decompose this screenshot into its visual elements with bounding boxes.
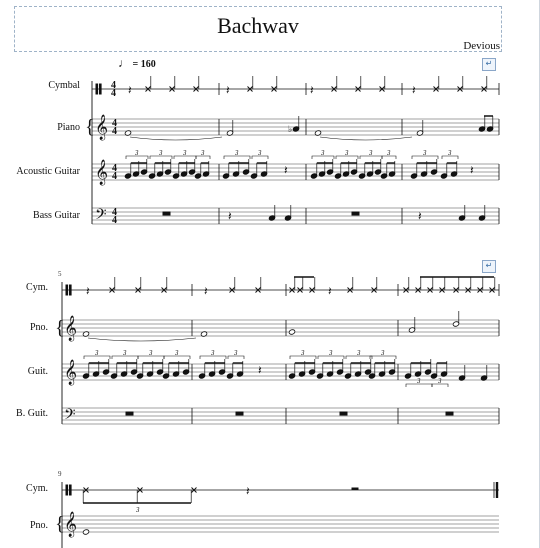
whole-rest	[340, 412, 347, 415]
tuplet-number: 3	[201, 149, 205, 157]
tuplet-number: 3	[234, 349, 238, 357]
instrument-name-cymbal[interactable]: Cymbal	[48, 80, 80, 91]
instrument-name-acoustic-guitar[interactable]: Acoustic Guitar	[16, 166, 80, 177]
percussion-clef-bar	[100, 84, 102, 94]
instrument-short-bass-guitar[interactable]: B. Guit.	[16, 408, 48, 419]
tuplet-number: 3	[95, 349, 99, 357]
tuplet-number: 3	[149, 349, 153, 357]
treble-clef-icon: 𝄞	[95, 114, 109, 139]
instrument-name-piano[interactable]: Piano	[57, 122, 80, 133]
time-signature-bottom: 4	[112, 126, 117, 137]
instrument-short-guitar[interactable]: Guit.	[27, 366, 48, 377]
tuplet-number: 3	[438, 377, 442, 385]
tuplet-number: 3	[345, 149, 349, 157]
time-signature-bottom: 4	[112, 215, 117, 226]
piano-brace-icon: {	[85, 116, 95, 138]
measure-number-5: 5	[58, 270, 62, 278]
percussion-clef-bar	[70, 485, 72, 495]
quarter-rest: 𝄽	[246, 484, 250, 498]
instrument-name-bass-guitar[interactable]: Bass Guitar	[33, 210, 80, 221]
tuplet-number: 3	[135, 149, 139, 157]
tuplet-number: 3	[369, 149, 373, 157]
treble-clef-icon: 𝄞	[95, 159, 109, 184]
tuplet-number: 3	[235, 149, 239, 157]
return-arrow-icon[interactable]: ↵	[482, 260, 496, 273]
quarter-rest: 𝄽	[204, 284, 208, 298]
tuplet-number: 3	[301, 349, 305, 357]
tuplet-number: 3	[211, 349, 215, 357]
percussion-clef-bar	[66, 485, 68, 495]
bass-clef-icon: 𝄢	[64, 406, 76, 426]
piano-brace-icon: {	[55, 513, 65, 535]
measure-number-9: 9	[58, 470, 62, 478]
piano-brace-icon: {	[55, 317, 65, 339]
quarter-rest: 𝄽	[284, 163, 288, 177]
whole-rest	[446, 412, 453, 415]
whole-rest	[126, 412, 133, 415]
tuplet-number: 3	[417, 377, 421, 385]
treble-clef-icon: 𝄞	[64, 511, 78, 536]
tuplet-number: 3	[258, 149, 262, 157]
tuplet-number: 3	[321, 149, 325, 157]
treble-clef-icon: 𝄞	[64, 315, 78, 340]
time-signature-top: 4	[112, 207, 117, 218]
whole-rest	[236, 412, 243, 415]
time-signature-bottom: 4	[111, 88, 116, 99]
whole-rest	[352, 212, 359, 215]
tuplet-number: 3	[357, 349, 361, 357]
score-title[interactable]: Bachwav	[217, 13, 299, 38]
percussion-clef-bar	[96, 84, 98, 94]
flat-icon: ♭	[288, 124, 293, 134]
whole-rest	[163, 212, 170, 215]
tuplet-number: 3	[381, 349, 385, 357]
tie	[88, 338, 196, 341]
time-signature-bottom: 4	[112, 171, 117, 182]
percussion-clef-bar	[70, 285, 72, 295]
quarter-rest: 𝄽	[226, 83, 230, 97]
tuplet-number: 3	[329, 349, 333, 357]
return-arrow-icon[interactable]: ↵	[482, 58, 496, 71]
half-rest	[352, 488, 358, 490]
tuplet-number: 3	[136, 506, 140, 514]
tie	[320, 137, 412, 140]
instrument-short-piano[interactable]: Pno.	[29, 322, 48, 333]
tuplet-number: 3	[183, 149, 187, 157]
time-signature-top: 4	[111, 80, 116, 91]
tuplet-number: 3	[159, 149, 163, 157]
time-signature-top: 4	[112, 118, 117, 129]
tie	[130, 137, 222, 140]
quarter-rest: 𝄽	[412, 83, 416, 97]
quarter-rest: 𝄽	[128, 83, 132, 97]
time-signature-top: 4	[112, 163, 117, 174]
quarter-rest: 𝄽	[418, 209, 422, 223]
bass-clef-icon: 𝄢	[95, 206, 107, 226]
tuplet-number: 3	[387, 149, 391, 157]
quarter-rest: 𝄽	[258, 363, 262, 377]
quarter-rest: 𝄽	[310, 83, 314, 97]
quarter-rest: 𝄽	[328, 284, 332, 298]
tuplet-number: 3	[423, 149, 427, 157]
percussion-clef-bar	[66, 285, 68, 295]
instrument-short-cymbal-3[interactable]: Cym.	[26, 483, 48, 494]
tuplet-number: 3	[175, 349, 179, 357]
quarter-rest: 𝄽	[228, 209, 232, 223]
treble-clef-icon: 𝄞	[64, 359, 78, 384]
instrument-short-cymbal[interactable]: Cym.	[26, 282, 48, 293]
composer-label[interactable]: Devious	[463, 40, 500, 52]
instrument-short-piano-3[interactable]: Pno.	[29, 520, 48, 531]
notehead	[82, 529, 89, 535]
quarter-note-icon: ♩	[118, 56, 130, 70]
tempo-value: = 160	[132, 59, 156, 70]
notehead	[288, 329, 295, 335]
quarter-rest: 𝄽	[470, 163, 474, 177]
quarter-rest: 𝄽	[86, 284, 90, 298]
tuplet-number: 3	[123, 349, 127, 357]
tuplet-number: 3	[448, 149, 452, 157]
